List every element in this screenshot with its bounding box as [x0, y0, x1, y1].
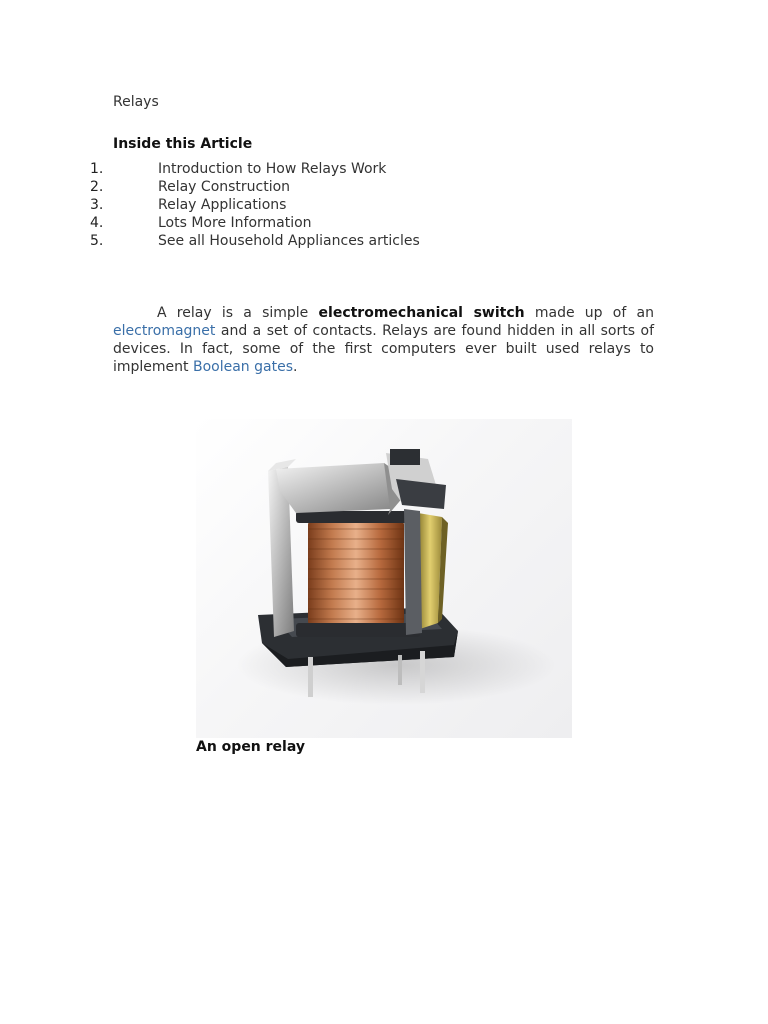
- toc-number: 5.: [90, 233, 104, 249]
- bold-term: electromechanical switch: [318, 305, 525, 321]
- toc-number: 4.: [90, 215, 104, 231]
- relay-illustration: [196, 419, 572, 738]
- toc-label: Relay Applications: [158, 197, 287, 213]
- electromagnet-link[interactable]: electromagnet: [113, 323, 216, 339]
- intro-paragraph: [113, 304, 654, 376]
- figure-caption: An open relay: [196, 739, 305, 755]
- toc-number: 1.: [90, 161, 104, 177]
- paragraph-text: made up of an: [524, 305, 654, 321]
- paragraph-text: A relay is a simple: [157, 305, 319, 321]
- toc-label: Relay Construction: [158, 179, 291, 195]
- open-relay-photo: [196, 419, 572, 738]
- boolean-gates-link[interactable]: Boolean gates: [192, 359, 293, 375]
- toc-item-introduction[interactable]: [90, 160, 420, 178]
- toc-item-construction[interactable]: [90, 178, 420, 196]
- toc-label: See all Household Appliances articles: [158, 233, 420, 249]
- toc-item-household-appliances[interactable]: [90, 232, 420, 250]
- toc-item-applications[interactable]: [90, 196, 420, 214]
- toc-label: Lots More Information: [158, 215, 312, 231]
- toc-label: Introduction to How Relays Work: [158, 161, 387, 177]
- toc-number: 2.: [90, 179, 104, 195]
- paragraph-text: and a set of contacts. Relays are found hidden in all sorts of devices. In fact, some of the first computers ever built used relays to implement: [113, 323, 654, 375]
- toc-number: 3.: [90, 197, 104, 213]
- document-title: Relays: [113, 94, 159, 110]
- toc-list: [90, 160, 420, 250]
- toc-heading: Inside this Article: [113, 136, 253, 152]
- toc-item-more-information[interactable]: [90, 214, 420, 232]
- paragraph-text: .: [293, 359, 298, 375]
